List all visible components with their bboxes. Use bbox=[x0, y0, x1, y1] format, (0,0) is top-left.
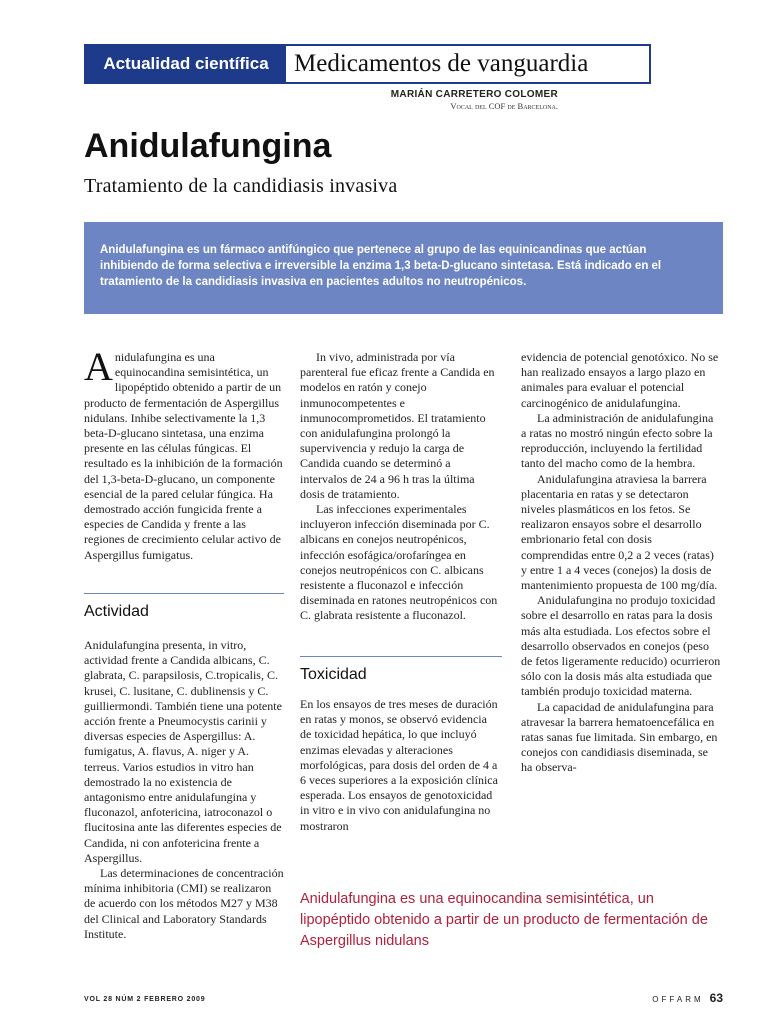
toxicidad-paragraph: En los ensayos de tres meses de duración en ratas y monos, se observó evidencia de toxicidad hepática, lo que incluyó enzimas elevadas y alteraciones morfológicas, para dosis del orden de 4 a 6 veces superiores a la exposición clínica esperada. Los ensayos de genotoxicidad in vitro e in vivo con anidulafungina no mostraron bbox=[300, 697, 498, 833]
section-header bbox=[84, 44, 651, 84]
actividad-paragraph-2: Las determinaciones de concentración mínima inhibitoria (CMI) se realizaron de acuerdo con los métodos M27 y M38 del Clinical and Laboratory Standards Institute. bbox=[84, 866, 284, 941]
section-rule bbox=[300, 656, 502, 657]
article-title: Anidulafungina bbox=[84, 127, 332, 165]
intro-text: nidulafungina es una equinocandina semisintética, un lipopéptido obtenido a partir de un producto de fermentación de Aspergillus nidulans. Inhibe selectivamente la 1,3 beta-D-glucano sintetasa, una enzima presente en las células fúngicas. El resultado es la inhibición de la formación del 1,3-beta-D-glucano, un componente esencial de la pared celular fúngica. Ha demostrado acción fungicida frente a especies de Candida y frente a las regiones de crecimiento celular activo de Aspergillus fumigatus. bbox=[84, 350, 283, 562]
author-name: MARIÁN CARRETERO COLOMER bbox=[390, 89, 558, 100]
intro-paragraph bbox=[84, 344, 284, 563]
col3-paragraph-2: La administración de anidulafungina a ratas no mostró ningún efecto sobre la reproducción, incluyendo la fertilidad tanto del macho como de la hembra. bbox=[521, 410, 714, 471]
abstract-box bbox=[84, 222, 723, 314]
col2-paragraph-1: In vivo, administrada por vía parenteral fue eficaz frente a Candida en modelos en ratón y conejo inmunocompetentes e inmunocomprometidos. El tratamiento con anidulafungina prolongó la supervivencia y redujo la carga de Candida cuando se determinó a intervalos de 24 a 96 h tras la última dosis de tratamiento. bbox=[300, 350, 495, 501]
series-title: Medicamentos de vanguardia bbox=[294, 50, 589, 77]
actividad-paragraph-1: Anidulafungina presenta, in vitro, actividad frente a Candida albicans, C. glabrata, C. parapsilosis, C.tropicalis, C. krusei, C. lusitane, C. dublinensis y C. guilliermondi. También tiene una potente acción frente a Pneumocystis carinii y diversas especies de Aspergillus: A. fumigatus, A. flavus, A. niger y A. terreus. Varios estudios in vitro han demostrado la no existencia de antagonismo entre anidulafungina y fluconazol, anfotericina, iatroconazol o flucitosina ante las diferentes especies de Candida, ni con anfotericina frente a Aspergillus. bbox=[84, 638, 282, 865]
drop-cap: A bbox=[84, 344, 113, 389]
col2-paragraph-2: Las infecciones experimentales incluyeron infección diseminada por C. albicans en conejos neutropénicos, infección esofágica/orofaríngea en conejos neutropénicos con C. albicans resistente a fluconazol e infección diseminada en ratones neutropénicos con C. glabrata resistente a fluconazol. bbox=[300, 502, 498, 623]
heading-toxicidad: Toxicidad bbox=[300, 666, 367, 683]
section-rule bbox=[84, 593, 284, 594]
heading-actividad: Actividad bbox=[84, 603, 149, 620]
article-subtitle: Tratamiento de la candidiasis invasiva bbox=[84, 175, 398, 197]
footer-issue: VOL 28 NÚM 2 FEBRERO 2009 bbox=[84, 996, 206, 1003]
footer-journal-name: OFFARM bbox=[652, 995, 704, 1004]
abstract-text: Anidulafungina es un fármaco antifúngico que pertenece al grupo de las equinicandinas que actúan inhibiendo de forma selectiva e irreversible la enzima 1,3 beta-D-glucano sintetasa. Está indicado en el tratamiento de la candidiasis invasiva en pacientes adultos no neutropénicos. bbox=[100, 244, 662, 288]
author-role: Vocal del COF de Barcelona. bbox=[450, 101, 558, 111]
col3-paragraph-1: evidencia de potencial genotóxico. No se han realizado ensayos a largo plazo en animales para evaluar el potencial carcinogénico de anidulafungina. bbox=[521, 350, 719, 410]
footer-journal bbox=[652, 991, 723, 1005]
column-2-toxicidad bbox=[300, 697, 500, 834]
column-1 bbox=[84, 344, 284, 563]
section-label: Actualidad científica bbox=[86, 46, 286, 82]
column-3 bbox=[521, 350, 721, 776]
col3-paragraph-3: Anidulafungina atraviesa la barrera placentaria en ratas y se detectaron niveles plasmáticos en los fetos. Se realizaron ensayos sobre el desarrollo embrionario fetal con dosis comprendidas entre 0,2 a 2 veces (ratas) y entre 1 a 4 veces (conejos) la dosis de mantenimiento propuesta de 100 mg/día. bbox=[521, 471, 718, 593]
page-number: 63 bbox=[709, 991, 723, 1005]
column-1-actividad bbox=[84, 638, 284, 942]
column-2 bbox=[300, 350, 500, 624]
pull-quote: Anidulafungina es una equinocandina semisintética, un lipopéptido obtenido a partir de un producto de fermentación de Aspergillus nidulans bbox=[300, 891, 708, 949]
col3-paragraph-5: La capacidad de anidulafungina para atravesar la barrera hematoencefálica en ratas sanas fue limitada. Sin embargo, en conejos con candidiasis diseminada, se ha observa- bbox=[521, 699, 718, 775]
col3-paragraph-4: Anidulafungina no produjo toxicidad sobre el desarrollo en ratas para la dosis más alta estudiada. Los efectos sobre el desarrollo observados en conejos (peso de fetos ligeramente reducido) ocurrieron sólo con la dosis más alta estudiada que también produjo toxicidad materna. bbox=[521, 593, 721, 699]
author-block bbox=[391, 89, 558, 111]
